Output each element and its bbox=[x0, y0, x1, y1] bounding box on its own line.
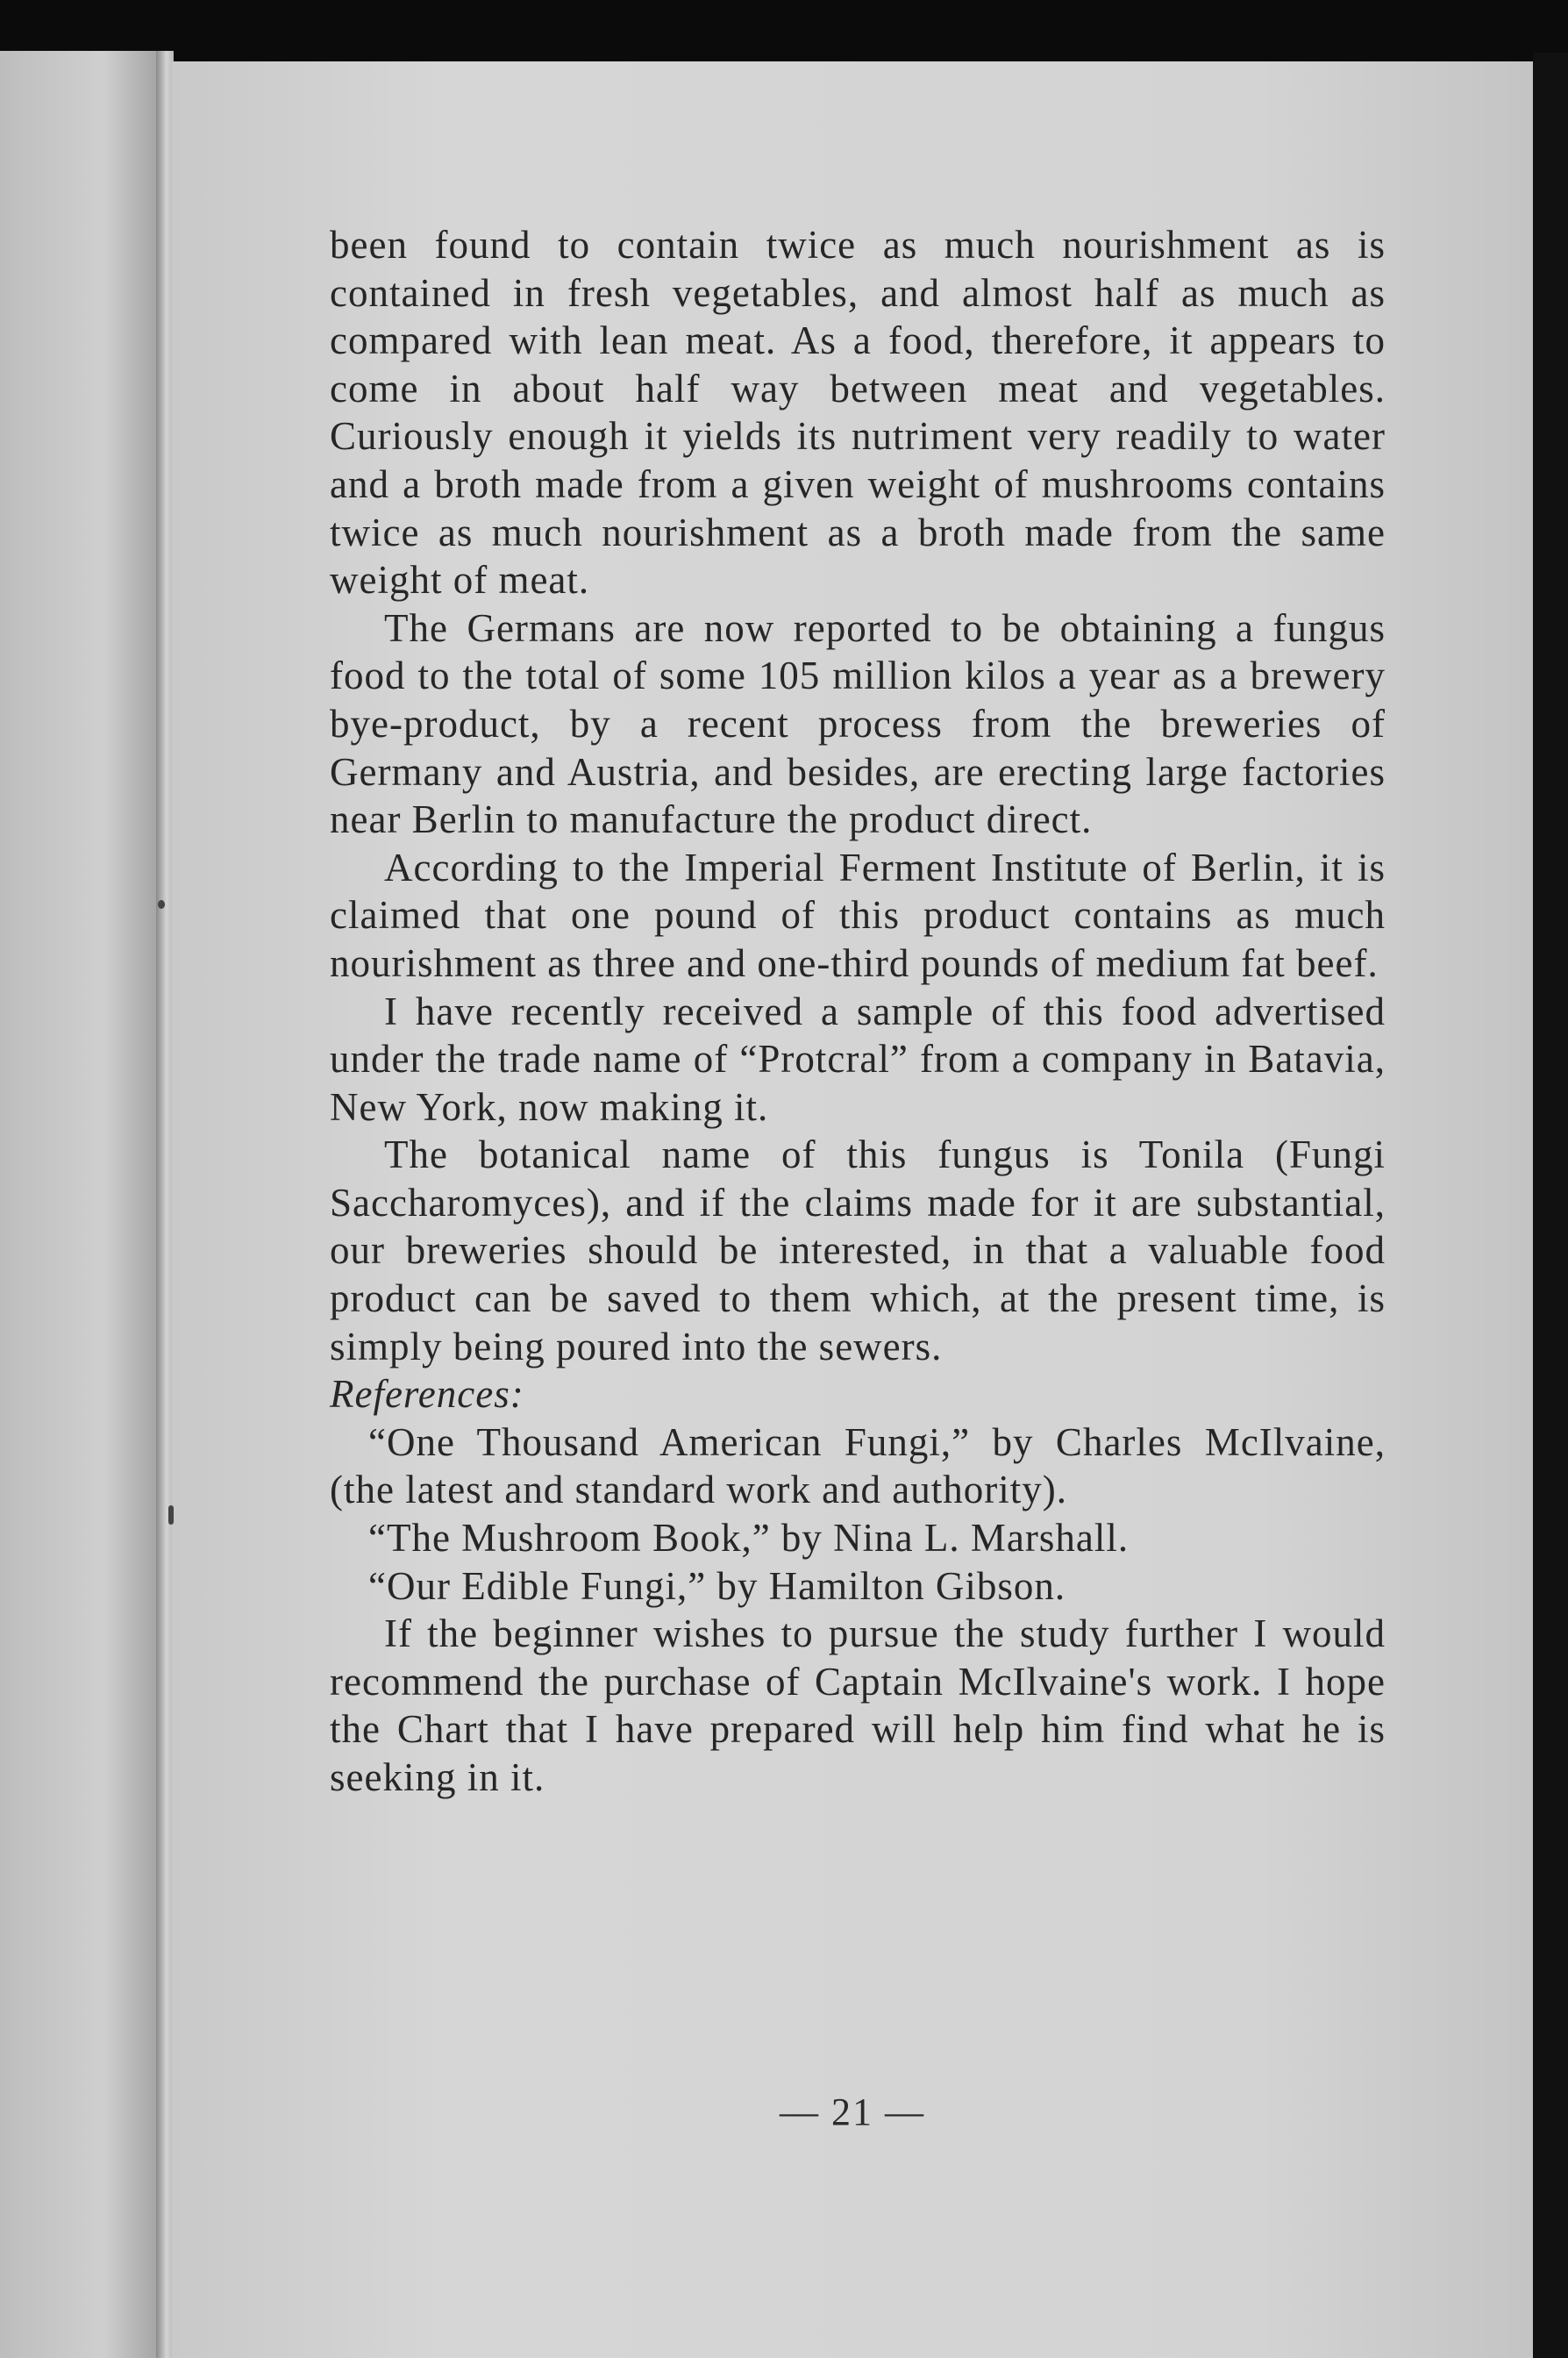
left-facing-page-edge bbox=[0, 51, 172, 2358]
body-paragraph: The botanical name of this fungus is Tonila (Fungi Saccharomyces), and if the claims made for it are substantial, our breweries should be interested, in that a valuable food product can be saved to them which, at the present time, is simply being poured into the sewers. bbox=[330, 1133, 1386, 1368]
closing-paragraph: If the beginner wishes to pursue the study further I would recommend the purchase of Captain McIlvaine's work. I hope the Chart that I have prepared will help him find what he is seeking in it. bbox=[330, 1611, 1386, 1799]
body-paragraph: I have recently received a sample of this food advertised under the trade name of “Protcral” from a company in Batavia, New York, now making it. bbox=[330, 989, 1386, 1129]
reference-entry: “The Mushroom Book,” by Nina L. Marshall. bbox=[368, 1516, 1130, 1561]
reference-entry: “Our Edible Fungi,” by Hamilton Gibson. bbox=[368, 1563, 1066, 1608]
reference-entry: “One Thousand American Fungi,” by Charles McIlvaine, (the latest and standard work and authority). bbox=[330, 1419, 1386, 1512]
body-paragraph: been found to contain twice as much nourishment as is contained in fresh vegetables, and almost half as much as compared with lean meat. As a food, therefore, it appears to come in about half way between meat and vegetables. Curiously enough it yields its nutriment very readily to water and a broth made from a given weight of mushrooms contains twice as much nourishment as a broth made from the same weight of meat. bbox=[330, 223, 1386, 603]
book-gutter bbox=[156, 51, 174, 2358]
page-text bbox=[330, 221, 1386, 1802]
body-paragraph: According to the Imperial Ferment Institute of Berlin, it is claimed that one pound of this product contains as much nourishment as three and one-third pounds of medium fat beef. bbox=[330, 845, 1386, 985]
right-page-edge bbox=[1533, 53, 1568, 2358]
references-heading: References: bbox=[330, 1372, 524, 1417]
body-paragraph: The Germans are now reported to be obtaining a fungus food to the total of some 105 million kilos a year as a brewery bye-product, by a recent process from the breweries of Germany and Austria, and besides, are erecting large factories near Berlin to manufacture the product direct. bbox=[330, 605, 1386, 842]
page-number: — 21 — bbox=[780, 2090, 925, 2133]
margin-speck bbox=[158, 900, 165, 909]
margin-speck bbox=[168, 1505, 174, 1525]
